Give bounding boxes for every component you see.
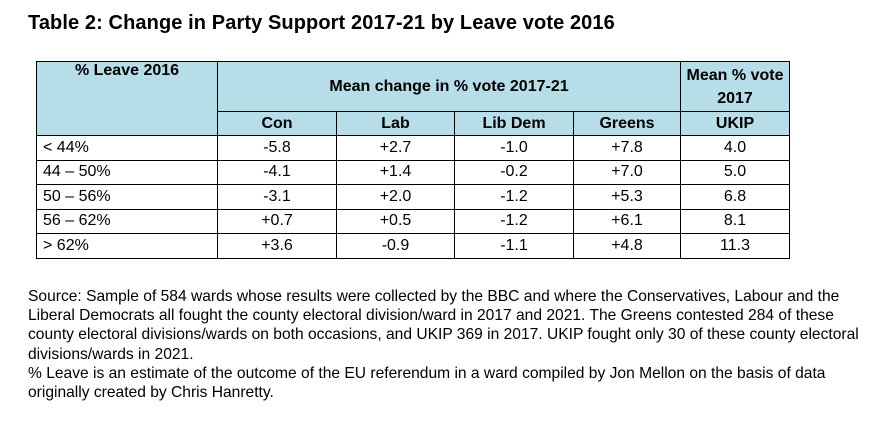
footnote <box>28 287 876 402</box>
row-label: 44 – 50% <box>37 160 218 185</box>
cell-libdem: -1.0 <box>455 136 574 161</box>
cell-con: +0.7 <box>218 209 337 234</box>
cell-con: +3.6 <box>218 234 337 259</box>
cell-libdem: -0.2 <box>455 160 574 185</box>
source-note: Source: Sample of 584 wards whose results were collected by the BBC and where the Conservatives, Labour and the Liberal Democrats all fought the county electoral division/ward in 2017 and 2021. The Greens contested 284 of these county electoral divisions/wards on both occasions, and UKIP 369 in 2017. UKIP fought only 30 of these county electoral divisions/wards in 2021. <box>28 288 859 363</box>
table-row <box>37 185 790 210</box>
header-row <box>37 62 790 112</box>
cell-ukip: 11.3 <box>681 234 790 259</box>
party-support-table <box>36 61 790 259</box>
cell-con: -5.8 <box>218 136 337 161</box>
party-header-greens: Greens <box>574 112 681 136</box>
cell-lab: +0.5 <box>337 209 455 234</box>
table-title: Table 2: Change in Party Support 2017-21 by Leave vote 2016 <box>28 12 615 34</box>
cell-ukip: 4.0 <box>681 136 790 161</box>
cell-ukip: 8.1 <box>681 209 790 234</box>
table-row <box>37 234 790 259</box>
cell-greens: +7.8 <box>574 136 681 161</box>
cell-con: -3.1 <box>218 185 337 210</box>
mean-change-header: Mean change in % vote 2017-21 <box>218 62 681 112</box>
table-row <box>37 136 790 161</box>
row-label: > 62% <box>37 234 218 259</box>
mean-vote-header: Mean % vote 2017 <box>681 62 790 112</box>
row-label: 56 – 62% <box>37 209 218 234</box>
leave-estimate-note: % Leave is an estimate of the outcome of the EU referendum in a ward compiled by Jon Mellon on the basis of data originally created by Chris Hanretty. <box>28 364 826 402</box>
cell-greens: +6.1 <box>574 209 681 234</box>
cell-greens: +5.3 <box>574 185 681 210</box>
cell-greens: +4.8 <box>574 234 681 259</box>
table-row <box>37 160 790 185</box>
party-header-libdem: Lib Dem <box>455 112 574 136</box>
cell-lab: +1.4 <box>337 160 455 185</box>
party-header-lab: Lab <box>337 112 455 136</box>
cell-lab: +2.0 <box>337 185 455 210</box>
cell-con: -4.1 <box>218 160 337 185</box>
cell-ukip: 5.0 <box>681 160 790 185</box>
cell-ukip: 6.8 <box>681 185 790 210</box>
row-label: < 44% <box>37 136 218 161</box>
cell-greens: +7.0 <box>574 160 681 185</box>
party-header-ukip: UKIP <box>681 112 790 136</box>
leave-column-header: % Leave 2016 <box>37 62 218 136</box>
cell-libdem: -1.2 <box>455 185 574 210</box>
cell-libdem: -1.2 <box>455 209 574 234</box>
row-label: 50 – 56% <box>37 185 218 210</box>
table-row <box>37 209 790 234</box>
party-header-con: Con <box>218 112 337 136</box>
cell-libdem: -1.1 <box>455 234 574 259</box>
cell-lab: +2.7 <box>337 136 455 161</box>
cell-lab: -0.9 <box>337 234 455 259</box>
